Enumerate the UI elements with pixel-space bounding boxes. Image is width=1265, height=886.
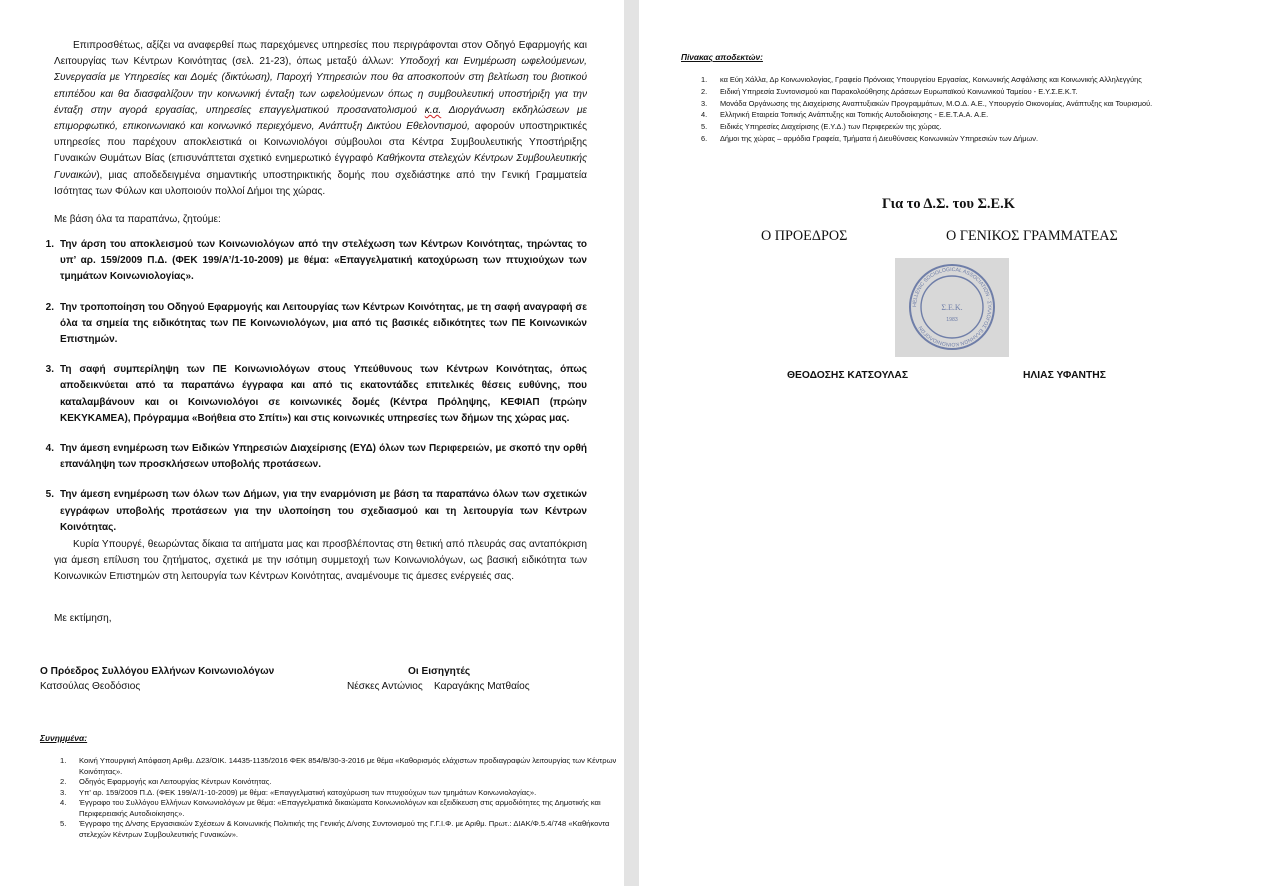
secretary-label: Ο ΓΕΝΙΚΟΣ ΓΡΑΜΜΑΤΕΑΣ: [946, 228, 1118, 244]
attachment-item-number: 5.: [60, 819, 67, 828]
request-item: [40, 487, 587, 536]
request-item-text: Την άμεση ενημέρωση των όλων των Δήμων, για την εναρμόνιση με βάση τα παραπάνω όλων των σχετικών εγγράφων υποβολής προτάσεων για την υλοποίηση του σχεδιασμού και τη λειτουργία των Κέντρων Κοινότητας.: [60, 489, 587, 533]
document-page-right: [639, 0, 1265, 886]
recipient-item-text: Ειδικές Υπηρεσίες Διαχείρισης (Ε.Υ.Δ.) των Περιφερειών της χώρας.: [720, 122, 942, 132]
recipient-item: [701, 74, 1261, 86]
recipient-item-number: 1.: [701, 75, 708, 84]
recipient-item-text: Ειδική Υπηρεσία Συντονισμού και Παρακολούθησης Δράσεων Ευρωπαϊκού Κοινωνικού Ταμείου - Ε.Υ.Σ.Ε.Κ.Τ.: [720, 86, 1078, 96]
attachment-item: [60, 798, 620, 819]
request-lead: Με βάση όλα τα παραπάνω, ζητούμε:: [54, 214, 221, 225]
attachment-item-number: 2.: [60, 777, 67, 786]
request-item-text: Την άρση του αποκλεισμού των Κοινωνιολόγων από την στελέχωση των Κέντρων Κοινότητας, τηρώντας το υπ’ αρ. 159/2009 Π.Δ. (ΦΕΚ 199/Α’/1-10-2009) με θέμα: «Επαγγελματική κατοχύρωση των πτυχιούχων των τμημάτων Κοινωνιολογίας».: [60, 239, 587, 283]
recipients-list: [701, 74, 1261, 145]
request-item: [40, 300, 587, 349]
attachment-item-number: 3.: [60, 787, 67, 797]
recipient-item-number: 3.: [701, 98, 708, 108]
request-item-text: Την άμεση ενημέρωση των Ειδικών Υπηρεσιών Διαχείρισης (ΕΥΔ) όλων των Περιφερειών, με σκοπό την ορθή επανάληψη των προσκλήσεων υποβολής προτάσεων.: [60, 443, 587, 471]
attachment-item-number: 4.: [60, 798, 67, 807]
page-gap: [624, 0, 639, 886]
recipient-item: [701, 121, 1261, 133]
recipient-item: [701, 86, 1261, 98]
attachment-item-text: Οδηγός Εφαρμογής και Λειτουργίας Κέντρων Κοινότητας.: [79, 777, 272, 786]
recipient-item-number: 6.: [701, 133, 708, 143]
attachment-item: [60, 819, 620, 840]
attachments-list: [60, 756, 620, 840]
attachment-item-text: Έγγραφο της Δ/νσης Εργασιακών Σχέσεων & Κοινωνικής Πολιτικής της Γενικής Δ/νσης Συντονισμού της Γ.Γ.Ι.Φ. με Αριθμ. Πρωτ.: ΔΙΑΚ/Φ.5.4/748 «Καθήκοντα στελεχών Κέντρων Συμβουλευτικής Γυναικών».: [79, 819, 610, 839]
request-item-number: 3.: [45, 364, 54, 376]
stamp-seal-icon: [895, 258, 1009, 357]
recipient-item: [701, 109, 1261, 121]
recipient-item-number: 5.: [701, 122, 708, 132]
attachment-item-text: Υπ’ αρ. 159/2009 Π.Δ. (ΦΕΚ 199/Α’/1-10-2009) με θέμα: «Επαγγελματική κατοχύρωση των πτυχιούχων των τμημάτων Κοινωνιολογίας».: [79, 787, 537, 797]
board-line: Για το Δ.Σ. του Σ.Ε.Κ: [882, 196, 1015, 212]
request-item-number: 2.: [45, 301, 54, 313]
president-signature-title: Ο Πρόεδρος Συλλόγου Ελλήνων Κοινωνιολόγων: [40, 666, 275, 677]
requests-list: [40, 237, 587, 536]
request-item-number: 4.: [45, 443, 54, 455]
recipient-item-number: 4.: [701, 110, 708, 120]
attachment-item-number: 1.: [60, 756, 67, 765]
recipient-item: [701, 98, 1261, 110]
attachment-item-text: Έγγραφο του Συλλόγου Ελλήνων Κοινωνιολόγων με θέμα: «Επαγγελματικά δικαιώματα Κοινωνιολόγων και εξειδίκευση στις αρμοδιότητες της Δημοτικής και Περιφερειακής Αυτοδιοίκησης».: [79, 798, 601, 818]
attachment-item-text: Κοινή Υπουργική Απόφαση Αριθμ. Δ23/ΟΙΚ. 14435-1135/2016 ΦΕΚ 854/Β/30-3-2016 με θέμα «Καθορισμός ελάχιστων προδιαγραφών λειτουργίας των Κέντρων Κοινότητας».: [79, 756, 617, 776]
svg-text:1983: 1983: [946, 317, 958, 323]
request-item: [40, 441, 587, 473]
svg-text:HELLENIC SOCIOLOGICAL ASSOCIAT: HELLENIC SOCIOLOGICAL ASSOCIATION · ΣΥΛΛΟΓΟΣ ΕΛΛΗΝΩΝ ΚΟΙΝΩΝΙΟΛΟΓΩΝ: [911, 266, 993, 348]
request-item-number: 1.: [45, 239, 54, 250]
request-item-number: 5.: [45, 489, 54, 501]
recipient-item-number: 2.: [701, 86, 708, 96]
attachment-item: [60, 788, 620, 799]
president-signature-name: Κατσούλας Θεοδόσιος: [40, 681, 141, 692]
svg-text:Σ.Ε.Κ.: Σ.Ε.Κ.: [941, 303, 963, 312]
rapporteurs-names: Νέσκες Αντώνιος Καραγάκης Ματθαίος: [347, 681, 530, 692]
document-page-left: [0, 0, 624, 886]
closing-paragraph: Κυρία Υπουργέ, θεωρώντας δίκαια τα αιτήματα μας και προσβλέποντας στη θετική από πλευράς σας ανταπόκριση για άμεση επίλυση του ζητήματος, σχετικά με την ισότιμη συμμετοχή των Κοινωνιολόγων, ως βασική ειδικότητα των Κοινωνικών Επιστημών στη λειτουργία των Κέντρων Κοινότητας, αναμένουμε τις άμεσες ενέργειές σας.: [54, 539, 587, 583]
request-item: [40, 362, 587, 427]
recipient-item: [701, 133, 1261, 145]
attachments-heading: Συνημμένα:: [40, 733, 88, 743]
president-label: Ο ΠΡΟΕΔΡΟΣ: [761, 228, 848, 244]
recipients-heading: Πίνακας αποδεκτών:: [681, 52, 763, 62]
request-item: [40, 237, 587, 286]
attachment-item: [60, 777, 620, 788]
association-stamp: [895, 258, 1009, 357]
recipient-item-text: Ελληνική Εταιρεία Τοπικής Ανάπτυξης και Τοπικής Αυτοδιοίκησης - Ε.Ε.Τ.Α.Α. Α.Ε.: [720, 110, 989, 120]
request-item-text: Τη σαφή συμπερίληψη των ΠΕ Κοινωνιολόγων στους Υπεύθυνους των Κέντρων Κοινότητας, όπως αποδεικνύεται από τα παραπάνω έγγραφα και από τις εκατοντάδες επιτελικές θέσεις ευθύνης, που καταλαμβάνουν και οι Κοινωνιολόγοι σε κοινωνικές δομές (Κέντρα Πρόληψης, ΚΕΦΙΑΠ (πρώην ΚΕΚΥΚΑΜΕΑ), Πρόγραμμα «Βοήθεια στο Σπίτι») και στις κοινωνικές υπηρεσίες των δήμων της χώρας μας.: [60, 364, 587, 424]
secretary-name: ΗΛΙΑΣ ΥΦΑΝΤΗΣ: [1023, 370, 1106, 381]
intro-paragraph: Επιπροσθέτως, αξίζει να αναφερθεί πως παρεχόμενες υπηρεσίες που περιγράφονται στον Οδηγό Εφαρμογής και Λειτουργίας των Κέντρων Κοινότητας (σελ. 21-23), όπως μεταξύ άλλων: Υποδοχή και Ενημέρωση ωφελούμενων, Συνεργασία με Υπηρεσίες και Δομές (δικτύωση), Παροχή Υπηρεσιών που θα αποσκοπούν στη βελτίωση του βιοτικού επιπέδου και θα διασφαλίζουν την κοινωνική ένταξη των ωφελούμενων όπως η συμβουλευτική υποστήριξη για την ένταξη στην αγορά εργασίας, υπηρεσίες επαγγελματικού προσανατολισμού κ.α. Διοργάνωση εκδηλώσεων με επιμορφωτικό, επικοινωνιακό και κοινωνικό περιεχόμενο, Ανάπτυξη Δικτύου Εθελοντισμού, αφορούν υποστηρικτικές υπηρεσίες που παρέχουν αποκλειστικά οι Κοινωνιολόγοι σύμβουλοι στα Κέντρα Συμβουλευτικής Υποστήριξης Γυναικών Θυμάτων Βίας (επισυνάπτεται σχετικό ενημερωτικό έγγραφό Καθήκοντα στελεχών Κέντρων Συμβουλευτικής Γυναικών), μιας αποδεδειγμένα σημαντικής υποστηρικτικής δομής που σχεδιάστηκε από την Γενική Γραμματεία Ισότητας των Φύλων και υλοποιούν πολλοί Δήμοι της χώρας.: [54, 40, 588, 197]
recipient-item-text: Μονάδα Οργάνωσης της Διαχείρισης Αναπτυξιακών Προγραμμάτων, Μ.Ο.Δ. Α.Ε., Υπουργείο Οικονομίας, Ανάπτυξης και Τουρισμού.: [720, 98, 1153, 108]
regards-line: Με εκτίμηση,: [54, 613, 112, 624]
recipient-item-text: κα Εύη Χάλλα, Δρ Κοινωνιολογίας, Γραφείο Πρόνοιας Υπουργείου Εργασίας, Κοινωνικής Ασφάλισης και Κοινωνικής Αλληλεγγύης: [720, 75, 1142, 84]
recipient-item-text: Δήμοι της χώρας – αρμόδια Γραφεία, Τμήματα ή Διευθύνσεις Κοινωνικών Υπηρεσιών των Δήμων.: [720, 133, 1039, 143]
request-item-text: Την τροποποίηση του Οδηγού Εφαρμογής και Λειτουργίας των Κέντρων Κοινότητας, με τη σαφή αναγραφή σε όλα τα σημεία της ειδικότητας των ΠΕ Κοινωνιολόγων, μια από τις βασικές ειδικότητες των ΠΕ Κοινωνικών Επιστημών.: [60, 301, 587, 346]
president-name: ΘΕΟΔΟΣΗΣ ΚΑΤΣΟΥΛΑΣ: [787, 370, 909, 381]
attachment-item: [60, 756, 620, 777]
rapporteurs-title: Οι Εισηγητές: [408, 666, 471, 677]
